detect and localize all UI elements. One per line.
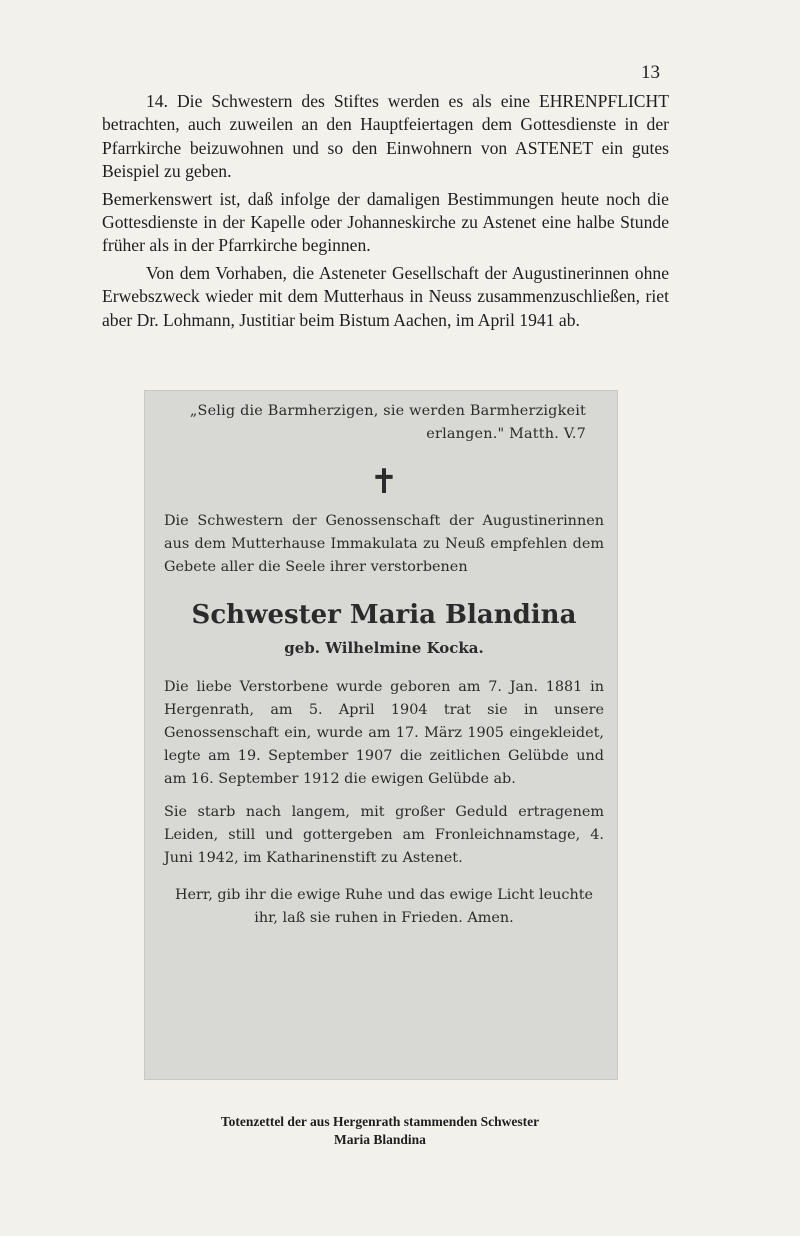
- caption-line-2: Maria Blandina: [334, 1132, 426, 1147]
- paragraph-remark: Bemerkenswert ist, daß infolge der damaligen Bestimmungen heute noch die Gottesdienste in der Kapelle oder Johanneskirche zu Astenet eine halbe Stunde früher als in der Pfarrkirche beginnen.: [102, 188, 669, 256]
- card-closing-prayer: Herr, gib ihr die ewige Ruhe und das ewige Licht leuchte ihr, laß sie ruhen in Frieden. Amen.: [174, 887, 594, 926]
- paragraph-plan: Von dem Vorhaben, die Asteneter Gesellschaft der Augustinerinnen ohne Erwebszweck wieder mit dem Mutterhaus in Neuss zusammenzuschließen, riet aber Dr. Lohmann, Justitiar beim Bistum Aachen, im April 1941 ab.: [102, 262, 669, 330]
- memorial-card-content: [164, 400, 604, 930]
- memorial-card: [144, 390, 618, 1080]
- card-birth-name: geb. Wilhelmine Kocka.: [284, 639, 484, 657]
- page-number: 13: [641, 62, 660, 83]
- cross-icon: ✝: [369, 462, 399, 502]
- card-intro: Die Schwestern der Genossenschaft der Augustinerinnen aus dem Mutterhause Immakulata zu Neuß empfehlen dem Gebete aller die Seele ihrer verstorbenen: [164, 513, 604, 575]
- body-text: [102, 90, 669, 332]
- card-biography: Die liebe Verstorbene wurde geboren am 7. Jan. 1881 in Hergenrath, am 5. April 1904 trat sie in unsere Genossenschaft ein, wurde am 17. März 1905 eingekleidet, legte am 19. September 1907 die zeitlichen Gelübde und am 16. September 1912 die ewigen Gelübde ab.: [164, 679, 604, 787]
- paragraph-rule-14: 14. Die Schwestern des Stiftes werden es als eine EHRENPFLICHT betrachten, auch zuweilen an den Hauptfeiertagen dem Gottesdienste in der Pfarrkirche beizuwohnen und so den Einwohnern von ASTENET ein gutes Beispiel zu geben.: [102, 91, 669, 182]
- card-quote: „Selig die Barmherzigen, sie werden Barmherzigkeit erlangen." Matth. V.7: [189, 403, 586, 442]
- figure-caption: [170, 1113, 590, 1149]
- card-name: Schwester Maria Blandina: [191, 600, 577, 630]
- caption-line-1: Totenzettel der aus Hergenrath stammenden Schwester: [220, 1114, 540, 1129]
- card-death-notice: Sie starb nach langem, mit großer Geduld ertragenem Leiden, still und gottergeben am Fronleichnamstage, 4. Juni 1942, im Katharinenstift zu Astenet.: [164, 804, 604, 866]
